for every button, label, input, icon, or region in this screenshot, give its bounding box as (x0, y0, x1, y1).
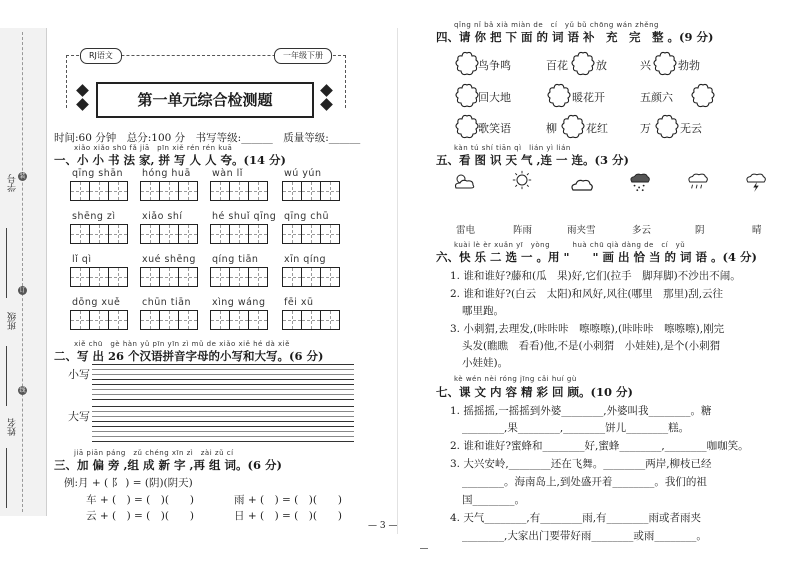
pinyin-prompt: qíng tiān (212, 254, 259, 265)
writing-grid-cell[interactable] (108, 310, 128, 330)
s7-q1-line2[interactable]: ________,果________,________饼儿________糕。 (462, 422, 690, 434)
s7-q4-line2[interactable]: ________,大家出门要带好雨________或雨________。 (462, 530, 707, 542)
writing-grid-cell[interactable] (70, 181, 90, 201)
s5-pinyin: kàn tú shí tiān qì lián yì lián (454, 144, 571, 152)
weather-label-thunder[interactable]: 雷电 (456, 225, 476, 236)
pinyin-prompt: qīng chū (284, 211, 330, 222)
overcast-icon[interactable] (570, 174, 594, 194)
lowercase-writing-lines-2[interactable] (92, 384, 354, 400)
s7-q3-line1[interactable]: 3. 大兴安岭,________还在飞舞。________两岸,柳枝已经 (450, 458, 712, 470)
pinyin-prompt: hóng huā (142, 168, 191, 179)
pinyin-prompt: fēi xū (284, 297, 314, 308)
s6-heading: 六、快 乐 二 选 一 。用 " " 画 出 恰 当 的 词 语 。(4 分) (436, 250, 757, 264)
word-fragment: 万 (640, 122, 651, 135)
word-fragment: 歌笑语 (478, 122, 511, 135)
s1-pinyin: xiǎo xiǎo shū fǎ jiā pīn xiě rén rén kuā (74, 144, 233, 152)
word-fragment: 鸟争鸣 (478, 59, 511, 72)
sunny-icon[interactable] (510, 170, 534, 190)
name-label: 姓名 (8, 418, 18, 436)
s6-q2-line2: 哪里跑。 (462, 305, 504, 317)
writing-grid-cell[interactable] (229, 224, 249, 244)
pinyin-prompt: qīng shān (72, 168, 124, 179)
flower-blank[interactable] (546, 83, 572, 109)
weather-label-shower[interactable]: 阵雨 (513, 225, 533, 236)
cut-line (22, 32, 23, 512)
weather-label-sleet[interactable]: 雨夹雪 (567, 225, 596, 236)
pinyin-prompt: dōng xuě (72, 297, 121, 308)
writing-grid-cell[interactable] (301, 181, 321, 201)
pinyin-prompt: chūn tiān (142, 297, 192, 308)
writing-grid-cell[interactable] (159, 224, 179, 244)
writing-grid-cell[interactable] (248, 267, 268, 287)
s4-heading: 四、请 你 把 下 面 的 词 语 补 充 完 整 。(9 分) (436, 30, 714, 44)
writing-grid-cell[interactable] (178, 310, 198, 330)
flower-blank[interactable] (454, 83, 480, 109)
flower-blank[interactable] (690, 83, 716, 109)
writing-grid-cell[interactable] (178, 224, 198, 244)
s6-pinyin: kuài lè èr xuǎn yī yòng huà chū qià dàng de cí yǔ (454, 241, 686, 249)
s3-row2-right[interactable]: 日 + ( ) = ( )( ) (234, 510, 343, 522)
uppercase-label: 大写 (68, 410, 90, 423)
writing-grid-cell[interactable] (89, 310, 109, 330)
s7-q4-line1[interactable]: 4. 天气________,有________雨,有________雨或者雨夹 (450, 512, 702, 524)
writing-grid-cell[interactable] (70, 224, 90, 244)
writing-grid-cell[interactable] (108, 181, 128, 201)
flower-blank[interactable] (654, 114, 680, 140)
binding-hole-3: 线 (19, 387, 26, 394)
writing-grid-cell[interactable] (140, 224, 160, 244)
s3-row1-left[interactable]: 车 + ( ) = ( )( ) (86, 494, 195, 506)
pinyin-prompt: xìng wáng (212, 297, 266, 308)
s7-pinyin: kè wén nèi róng jīng cǎi huí gù (454, 375, 577, 383)
s3-heading: 三、加 偏 旁 ,组 成 新 字 ,再 组 词。(6 分) (54, 458, 282, 472)
weather-label-sunny[interactable]: 晴 (752, 225, 762, 236)
word-fragment: 百花 (546, 59, 568, 72)
pinyin-prompt: wú yún (284, 168, 322, 179)
word-fragment: 暖花开 (572, 91, 605, 104)
shower-icon[interactable] (686, 172, 710, 192)
exam-info: 时间:60 分钟 总分:100 分 书写等级:______ 质量等级:______ (54, 132, 361, 144)
word-fragment: 放 (596, 59, 607, 72)
word-fragment: 无云 (680, 122, 702, 135)
class-line (6, 346, 7, 406)
writing-grid-cell[interactable] (320, 267, 340, 287)
binding-strip (0, 28, 47, 516)
s6-q3-line2[interactable]: 头发(瞧瞧 看看)他,不是(小刺猬 小娃娃),是个(小刺猬 (462, 340, 721, 352)
word-fragment: 勃勃 (678, 59, 700, 72)
word-fragment: 柳 (546, 122, 557, 135)
pinyin-prompt: xué shēng (142, 254, 196, 265)
student-id-line (6, 228, 7, 298)
grade-tag: 一年级下册 (274, 48, 332, 64)
flower-blank[interactable] (454, 51, 480, 77)
worksheet-header (60, 48, 350, 126)
writing-grid-cell[interactable] (210, 310, 230, 330)
title-box (96, 82, 314, 118)
student-id-label: 学号 (8, 174, 18, 192)
pinyin-prompt: shēng zì (72, 211, 116, 222)
s3-example: 例:月 + ( 阝 ) = (阴)(阴天) (64, 477, 193, 489)
page-mark (420, 548, 428, 549)
binding-hole-1: 装 (19, 173, 26, 180)
page-number: — 3 — (368, 521, 398, 531)
writing-grid-cell[interactable] (140, 310, 160, 330)
word-fragment: 花红 (586, 122, 608, 135)
cloudy-icon[interactable] (452, 172, 476, 192)
writing-grid-cell[interactable] (210, 267, 230, 287)
s5-heading: 五、看 图 识 天 气 ,连 一 连。(3 分) (436, 153, 629, 167)
uppercase-writing-lines-2[interactable] (92, 426, 354, 442)
weather-label-overcast[interactable]: 阴 (695, 225, 705, 236)
writing-grid-cell[interactable] (320, 310, 340, 330)
writing-grid-cell[interactable] (70, 267, 90, 287)
writing-grid-cell[interactable] (70, 310, 90, 330)
s3-pinyin: jiā piān páng zǔ chéng xīn zì zài zǔ cí (74, 449, 234, 457)
writing-grid-cell[interactable] (89, 224, 109, 244)
writing-grid-cell[interactable] (178, 267, 198, 287)
s3-row1-right[interactable]: 雨 + ( ) = ( )( ) (234, 494, 343, 506)
weather-label-cloudy[interactable]: 多云 (632, 225, 652, 236)
s3-row2-left[interactable]: 云 + ( ) = ( )( ) (86, 510, 195, 522)
writing-grid-cell[interactable] (301, 310, 321, 330)
writing-grid-cell[interactable] (178, 181, 198, 201)
sleet-icon[interactable] (628, 172, 652, 192)
writing-grid-cell[interactable] (159, 267, 179, 287)
writing-grid-cell[interactable] (282, 310, 302, 330)
flower-blank[interactable] (454, 114, 480, 140)
pinyin-prompt: xīn qíng (284, 254, 327, 265)
name-line (6, 448, 7, 508)
flower-blank[interactable] (570, 51, 596, 77)
writing-grid-cell[interactable] (140, 181, 160, 201)
s6-q3-line3[interactable]: 小娃娃)。 (462, 357, 509, 369)
pinyin-prompt: wàn lǐ (212, 168, 243, 179)
writing-grid-cell[interactable] (320, 224, 340, 244)
writing-grid-cell[interactable] (282, 224, 302, 244)
writing-grid-cell[interactable] (248, 224, 268, 244)
s1-heading: 一、小 小 书 法 家, 拼 写 人 人 夸。(14 分) (54, 153, 286, 167)
thunder-icon[interactable] (744, 172, 768, 192)
s6-q3-line1[interactable]: 3. 小刺猬,去理发,(咔咔咔 嚓嚓嚓),(咔咔咔 嚓嚓嚓),刚完 (450, 323, 725, 335)
writing-grid-cell[interactable] (301, 224, 321, 244)
writing-grid-cell[interactable] (248, 310, 268, 330)
flower-blank[interactable] (652, 51, 678, 77)
writing-grid-cell[interactable] (320, 181, 340, 201)
s2-pinyin: xiě chū gè hàn yǔ pīn yīn zì mǔ de xiǎo xiě hé dà xiě (74, 340, 290, 348)
page-title: 第一单元综合检测题 (137, 91, 273, 109)
writing-grid-cell[interactable] (108, 267, 128, 287)
s6-q1[interactable]: 1. 谁和谁好?藤和(瓜 果)好,它们(拉手 脚拜脚)不沙出不闹。 (450, 270, 741, 282)
writing-grid-cell[interactable] (89, 181, 109, 201)
writing-grid-cell[interactable] (229, 310, 249, 330)
writing-grid-cell[interactable] (159, 310, 179, 330)
s7-heading: 七、课 文 内 容 精 彩 回 顾。(10 分) (436, 385, 633, 399)
writing-grid-cell[interactable] (248, 181, 268, 201)
lowercase-writing-lines[interactable] (92, 364, 354, 380)
word-fragment: 五颜六 (640, 91, 673, 104)
writing-grid-cell[interactable] (210, 224, 230, 244)
writing-grid-cell[interactable] (159, 181, 179, 201)
writing-grid-cell[interactable] (140, 267, 160, 287)
word-fragment: 兴 (640, 59, 651, 72)
flower-blank[interactable] (560, 114, 586, 140)
page-divider (397, 28, 398, 534)
writing-grid-cell[interactable] (229, 267, 249, 287)
s6-q2-line1[interactable]: 2. 谁和谁好?(白云 太阳)和风好,风往(哪里 那里)刮,云往 (450, 288, 724, 300)
s7-q2[interactable]: 2. 谁和谁好?蜜蜂和________好,蜜蜂________,________咖咖笑。 (450, 440, 749, 452)
writing-grid-cell[interactable] (282, 181, 302, 201)
pinyin-prompt: lǐ qì (72, 254, 92, 265)
writing-grid-cell[interactable] (89, 267, 109, 287)
s7-q1-line1[interactable]: 1. 摇摇摇,一摇摇到外婆________,外婆叫我________。糖 (450, 405, 712, 417)
binding-hole-2: 订 (19, 287, 26, 294)
word-fragment: 回大地 (478, 91, 511, 104)
writing-grid-cell[interactable] (229, 181, 249, 201)
lowercase-label: 小写 (68, 368, 90, 381)
s2-heading: 二、写 出 26 个汉语拼音字母的小写和大写。(6 分) (54, 349, 324, 363)
class-label: 班级 (8, 312, 18, 330)
writing-grid-cell[interactable] (282, 267, 302, 287)
uppercase-writing-lines[interactable] (92, 406, 354, 422)
s7-q3-line2[interactable]: ________。海南岛上,到处盛开着________。我们的祖 (462, 476, 707, 488)
writing-grid-cell[interactable] (210, 181, 230, 201)
s4-pinyin: qǐng nǐ bǎ xià miàn de cí yǔ bǔ chōng wán zhěng (454, 21, 659, 29)
writing-grid-cell[interactable] (301, 267, 321, 287)
s7-q3-line3[interactable]: 国________。 (462, 494, 525, 506)
writing-grid-cell[interactable] (108, 224, 128, 244)
pinyin-prompt: xiǎo shí (142, 211, 183, 222)
subject-tag: RJ语文 (80, 48, 122, 64)
pinyin-prompt: hé shuǐ qīng (212, 211, 277, 222)
